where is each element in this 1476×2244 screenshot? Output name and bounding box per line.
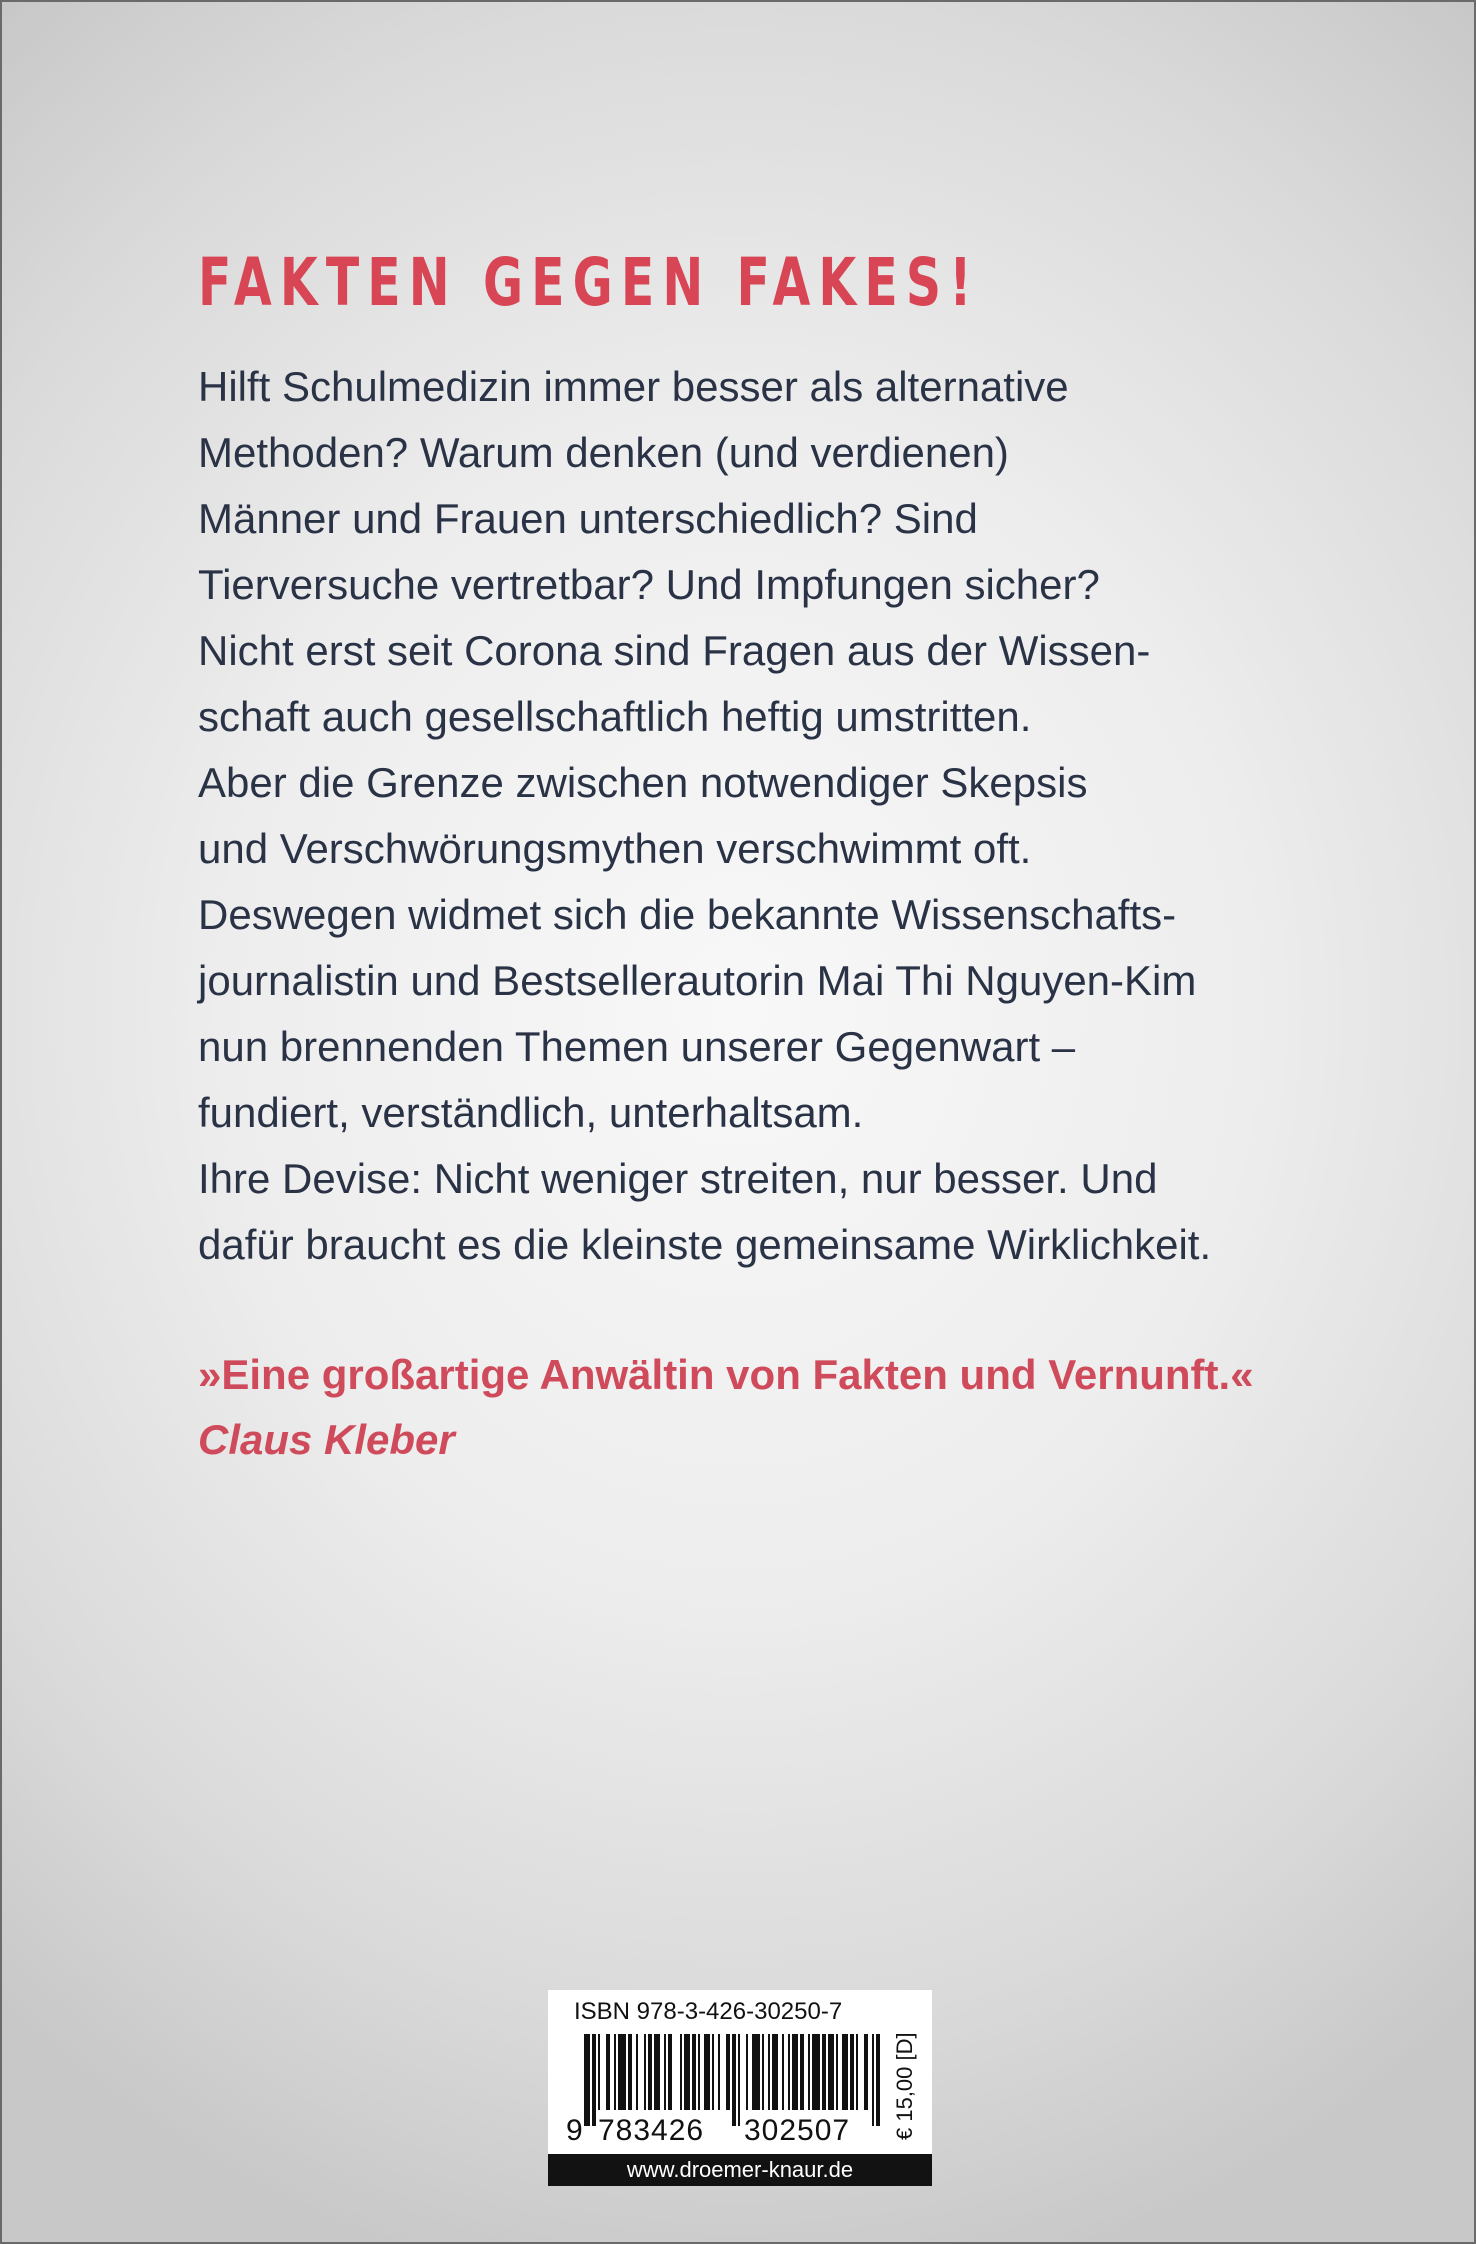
barcode-bar (614, 2034, 616, 2110)
barcode-bar (772, 2034, 778, 2110)
barcode-bar (726, 2034, 730, 2110)
barcode-bar (712, 2034, 714, 2110)
barcode-bar (644, 2034, 646, 2110)
barcode-bar (592, 2034, 596, 2126)
barcode-bar (628, 2034, 632, 2110)
blurb-line: und Verschwörungsmythen verschwimmt oft. (198, 825, 1032, 872)
barcode-bar (812, 2034, 820, 2110)
quote-author: Claus Kleber (198, 1416, 455, 1463)
barcode-bar (782, 2034, 784, 2110)
barcode-bar (864, 2034, 868, 2110)
blurb-line: Methoden? Warum denken (und verdienen) (198, 429, 1009, 476)
blurb-line: schaft auch gesellschaftlich heftig umstritten. (198, 693, 1032, 740)
price-label: € 15,00 [D] (892, 2032, 917, 2140)
barcode-bar (872, 2034, 874, 2126)
blurb-line: fundiert, verständlich, unterhaltsam. (198, 1089, 864, 1136)
blurb-line: journalistin und Bestsellerautorin Mai Thi Nguyen-Kim (198, 957, 1197, 1004)
barcode-bar (664, 2034, 666, 2110)
barcode-bar (746, 2034, 748, 2110)
barcode-bar (704, 2034, 710, 2110)
isbn-label: ISBN 978-3-426-30250-7 (574, 1998, 843, 2025)
barcode-bar (788, 2034, 790, 2110)
barcode-bar (738, 2034, 740, 2126)
blurb-line: Nicht erst seit Corona sind Fragen aus der Wissen- (198, 627, 1151, 674)
barcode-bar (850, 2034, 854, 2110)
blurb-line: Tierversuche vertretbar? Und Impfungen sicher? (198, 561, 1100, 608)
barcode-bar (680, 2034, 682, 2110)
blurb-line: nun brennenden Themen unserer Gegenwart – (198, 1023, 1076, 1070)
barcode-right-digits: 302507 (744, 2114, 851, 2147)
blurb-line: Aber die Grenze zwischen notwendiger Skepsis (198, 759, 1088, 806)
barcode-bar (648, 2034, 652, 2110)
barcode-bar (876, 2034, 880, 2126)
barcode-bar (856, 2034, 858, 2110)
press-quote: »Eine großartige Anwältin von Fakten und Vernunft.« (198, 1351, 1254, 1398)
barcode-bar (768, 2034, 770, 2110)
barcode-bar (752, 2034, 760, 2110)
barcode-first-digit: 9 (566, 2114, 584, 2147)
publisher-website: www.droemer-knaur.de (548, 2154, 932, 2186)
blurb-line: Deswegen widmet sich die bekannte Wissenschafts- (198, 891, 1177, 938)
barcode-bar (668, 2034, 672, 2110)
barcode-bar (692, 2034, 696, 2110)
barcode-bar (636, 2034, 638, 2110)
blurb-text (198, 354, 1348, 1278)
barcode-bar (822, 2034, 826, 2110)
blurb-line: Ihre Devise: Nicht weniger streiten, nur besser. Und (198, 1155, 1158, 1202)
barcode-bar (828, 2034, 834, 2110)
isbn-barcode-box (548, 1990, 932, 2186)
barcode-bar (606, 2034, 610, 2110)
blurb-line: Hilft Schulmedizin immer besser als alternative (198, 363, 1069, 410)
blurb-line: dafür braucht es die kleinste gemeinsame Wirklichkeit. (198, 1221, 1212, 1268)
barcode-bar (842, 2034, 848, 2110)
headline: FAKTEN GEGEN FAKES! (198, 244, 980, 321)
barcode-bar (598, 2034, 600, 2110)
barcode-bar (684, 2034, 690, 2110)
blurb-line: Männer und Frauen unterschiedlich? Sind (198, 495, 978, 542)
barcode-bar (584, 2034, 590, 2126)
barcode-bar (836, 2034, 838, 2110)
barcode-bar (654, 2034, 660, 2110)
barcode-left-digits: 783426 (598, 2114, 705, 2147)
barcode-bar (800, 2034, 804, 2110)
barcode-bar (618, 2034, 626, 2110)
barcode-bar (808, 2034, 810, 2110)
barcode-bar (792, 2034, 798, 2110)
barcode-bar (698, 2034, 700, 2110)
barcode-bar (718, 2034, 720, 2110)
barcode-bar (762, 2034, 764, 2110)
barcode-bar (732, 2034, 736, 2126)
